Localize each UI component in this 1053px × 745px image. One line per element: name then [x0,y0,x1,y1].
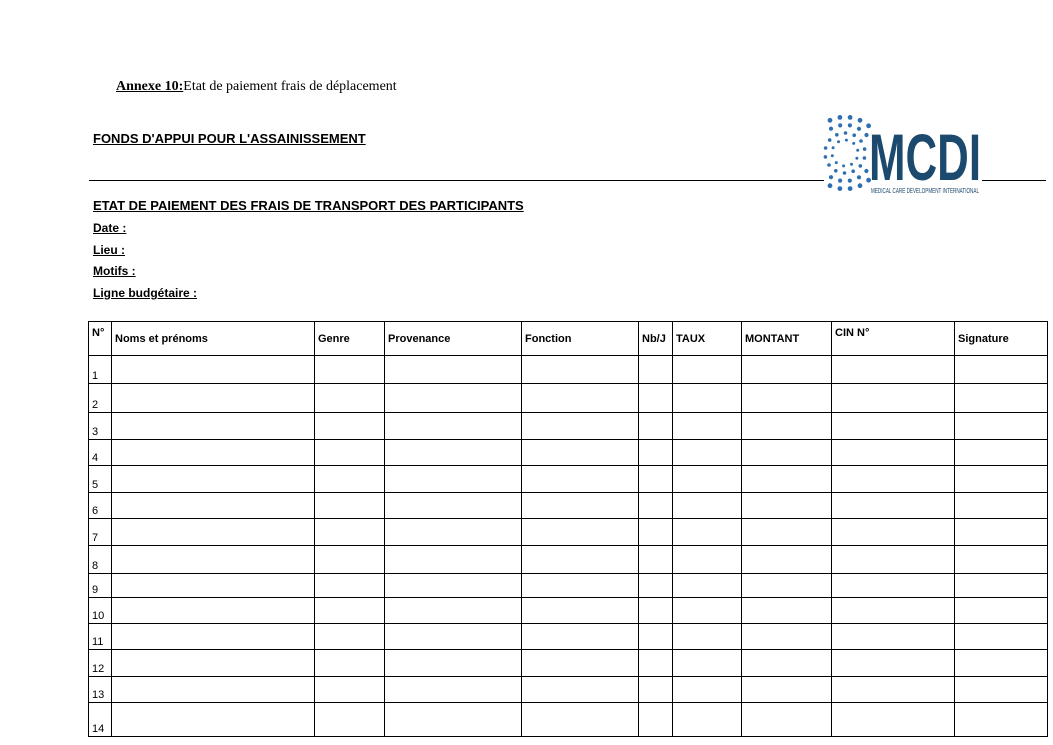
table-row [89,598,1048,624]
table-cell [112,677,315,703]
row-number: 9 [89,574,112,598]
table-cell [742,546,832,574]
table-cell [315,574,385,598]
table-cell [832,356,955,384]
table-cell [955,546,1048,574]
logo-dot [850,163,853,166]
table-cell [639,384,673,413]
table-cell [385,519,522,546]
table-cell [385,546,522,574]
table-cell [315,519,385,546]
logo-dot [842,164,845,167]
logo-dot [858,183,863,188]
table-cell [832,598,955,624]
table-cell [955,598,1048,624]
table-cell [742,677,832,703]
table-cell [385,466,522,493]
logo-dot [864,133,868,137]
logo-dot [863,147,867,151]
table-cell [832,413,955,440]
header-divider-left [89,180,824,181]
col-header-function: Fonction [522,322,639,356]
table-cell [742,466,832,493]
table-cell [673,356,742,384]
table-cell [639,546,673,574]
table-cell [522,650,639,677]
table-cell [315,384,385,413]
table-cell [112,546,315,574]
table-cell [639,413,673,440]
logo-dot [827,163,831,167]
table-cell [639,440,673,466]
table-cell [832,650,955,677]
table-cell [639,703,673,737]
table-cell [742,384,832,413]
document-title: ETAT DE PAIEMENT DES FRAIS DE TRANSPORT DES PARTICIPANTS [93,198,524,213]
table-cell [832,546,955,574]
table-row [89,356,1048,384]
lieu-field-label: Lieu : [93,243,125,257]
table-cell [522,356,639,384]
table-cell [742,413,832,440]
table-cell [315,624,385,650]
table-cell [315,356,385,384]
table-cell [385,650,522,677]
logo-dot [852,142,855,145]
table-cell [522,493,639,519]
table-row [89,574,1048,598]
table-cell [315,466,385,493]
table-cell [112,624,315,650]
table-cell [742,440,832,466]
table-header-row [89,322,1048,356]
table-cell [832,493,955,519]
table-cell [385,624,522,650]
table-cell [673,650,742,677]
participants-table [88,321,1048,737]
table-row [89,440,1048,466]
table-cell [112,413,315,440]
logo-dot [864,169,868,173]
table-cell [315,546,385,574]
table-cell [112,440,315,466]
table-cell [522,519,639,546]
header-divider-right [982,180,1046,181]
table-cell [955,493,1048,519]
table-cell [112,466,315,493]
logo-dot [834,169,838,173]
table-cell [522,677,639,703]
table-cell [832,384,955,413]
table-row [89,519,1048,546]
logo-dot [828,138,832,142]
table-row [89,703,1048,737]
table-row [89,650,1048,677]
table-row [89,493,1048,519]
table-cell [673,574,742,598]
table-cell [385,703,522,737]
row-number: 2 [89,384,112,413]
table-cell [315,598,385,624]
row-number: 5 [89,466,112,493]
table-cell [385,413,522,440]
row-number: 8 [89,546,112,574]
row-number: 11 [89,624,112,650]
col-header-names: Noms et prénoms [112,322,315,356]
table-cell [832,703,955,737]
table-cell [673,598,742,624]
logo-dot [844,131,848,135]
logo-dot [863,156,867,160]
table-cell [673,466,742,493]
table-row [89,384,1048,413]
table-cell [673,703,742,737]
table-cell [385,493,522,519]
table-cell [832,466,955,493]
logo-dot [831,154,834,157]
table-cell [315,703,385,737]
table-cell [522,546,639,574]
table-row [89,677,1048,703]
table-cell [955,574,1048,598]
table-cell [742,650,832,677]
table-cell [742,356,832,384]
table-cell [385,677,522,703]
table-cell [742,493,832,519]
logo-tagline: MEDICAL CARE DEVELOPMENT INTERNATIONAL [871,188,980,195]
table-cell [673,624,742,650]
table-cell [955,624,1048,650]
table-row [89,466,1048,493]
table-cell [639,624,673,650]
table-cell [112,703,315,737]
logo-dot [857,175,861,179]
logo-dot [838,123,842,127]
logo-dot [837,140,840,143]
table-cell [639,493,673,519]
logo-dot [848,186,853,191]
logo-dot [829,127,833,131]
budget-line-field-label: Ligne budgétaire : [93,286,198,300]
row-number: 7 [89,519,112,546]
logo-dot [824,155,828,159]
logo-dot [828,183,833,188]
logo-dot [856,149,859,152]
logo-dot [828,118,833,123]
logo-dot [855,157,858,160]
table-cell [522,703,639,737]
logo-dot-ring [824,115,871,191]
table-cell [315,493,385,519]
table-cell [639,677,673,703]
table-cell [742,598,832,624]
col-header-number: N° [89,322,112,356]
row-number: 4 [89,440,112,466]
col-header-gender: Genre [315,322,385,356]
table-cell [315,413,385,440]
logo-dot [852,133,856,137]
row-number: 3 [89,413,112,440]
table-cell [832,624,955,650]
logo-dot [835,133,839,137]
table-cell [522,624,639,650]
table-cell [639,466,673,493]
table-cell [522,440,639,466]
table-cell [639,519,673,546]
table-cell [832,574,955,598]
table-cell [955,413,1048,440]
motifs-field-label: Motifs : [93,264,136,278]
table-cell [315,440,385,466]
table-cell [385,574,522,598]
table-cell [112,493,315,519]
row-number: 14 [89,703,112,737]
table-cell [639,574,673,598]
logo-dot [859,164,863,168]
fund-name: FONDS D'APPUI POUR L'ASSAINISSEMENT [93,131,366,146]
table-cell [112,384,315,413]
table-cell [673,677,742,703]
logo-dot [829,175,833,179]
row-number: 13 [89,677,112,703]
table-row [89,624,1048,650]
table-cell [315,650,385,677]
annex-text: Etat de paiement frais de déplacement [183,79,397,94]
date-field-label: Date : [93,221,127,235]
annex-heading [116,79,397,95]
logo-dot [859,139,863,143]
table-cell [522,466,639,493]
table-cell [955,703,1048,737]
table-cell [955,650,1048,677]
col-header-days: Nb/J [639,322,673,356]
col-header-signature: Signature [955,322,1048,356]
logo-dot [851,169,855,173]
table-cell [742,624,832,650]
table-cell [112,519,315,546]
table-cell [639,356,673,384]
logo-dot [838,115,843,120]
table-cell [385,356,522,384]
table-cell [315,677,385,703]
table-cell [385,598,522,624]
table-cell [742,703,832,737]
table-cell [112,356,315,384]
table-cell [673,546,742,574]
table-row [89,413,1048,440]
table-cell [673,384,742,413]
table-cell [522,574,639,598]
table-cell [955,384,1048,413]
table-cell [955,466,1048,493]
mcdi-logo [823,110,983,198]
logo-dot [858,118,863,123]
table-cell [522,413,639,440]
logo-dot [848,179,852,183]
col-header-amount: MONTANT [742,322,832,356]
table-row [89,546,1048,574]
table-cell [385,384,522,413]
col-header-provenance: Provenance [385,322,522,356]
row-number: 12 [89,650,112,677]
logo-dot [845,139,848,142]
row-number: 1 [89,356,112,384]
table-cell [385,440,522,466]
annex-label: Annexe 10: [116,79,184,94]
logo-dot [835,161,838,164]
row-number: 10 [89,598,112,624]
col-header-rate: TAUX [673,322,742,356]
table-cell [955,356,1048,384]
table-cell [955,440,1048,466]
table-cell [832,440,955,466]
table-cell [522,384,639,413]
table-cell [673,440,742,466]
table-cell [639,598,673,624]
table-cell [832,519,955,546]
table-cell [955,677,1048,703]
row-number: 6 [89,493,112,519]
logo-dot [857,127,861,131]
table-cell [112,574,315,598]
logo-dot [832,146,835,149]
table-cell [742,574,832,598]
logo-dot [843,171,847,175]
table-cell [673,519,742,546]
col-header-id-card: CIN N° [832,322,955,356]
table-cell [112,650,315,677]
table-cell [522,598,639,624]
logo-dot [824,146,828,150]
table-cell [673,413,742,440]
logo-dot [848,123,852,127]
logo-text: MCDI [869,120,981,194]
table-cell [955,519,1048,546]
table-cell [742,519,832,546]
logo-dot [838,179,842,183]
logo-dot [848,115,853,120]
table-cell [639,650,673,677]
logo-dot [838,186,843,191]
table-cell [832,677,955,703]
table-cell [112,598,315,624]
table-cell [673,493,742,519]
